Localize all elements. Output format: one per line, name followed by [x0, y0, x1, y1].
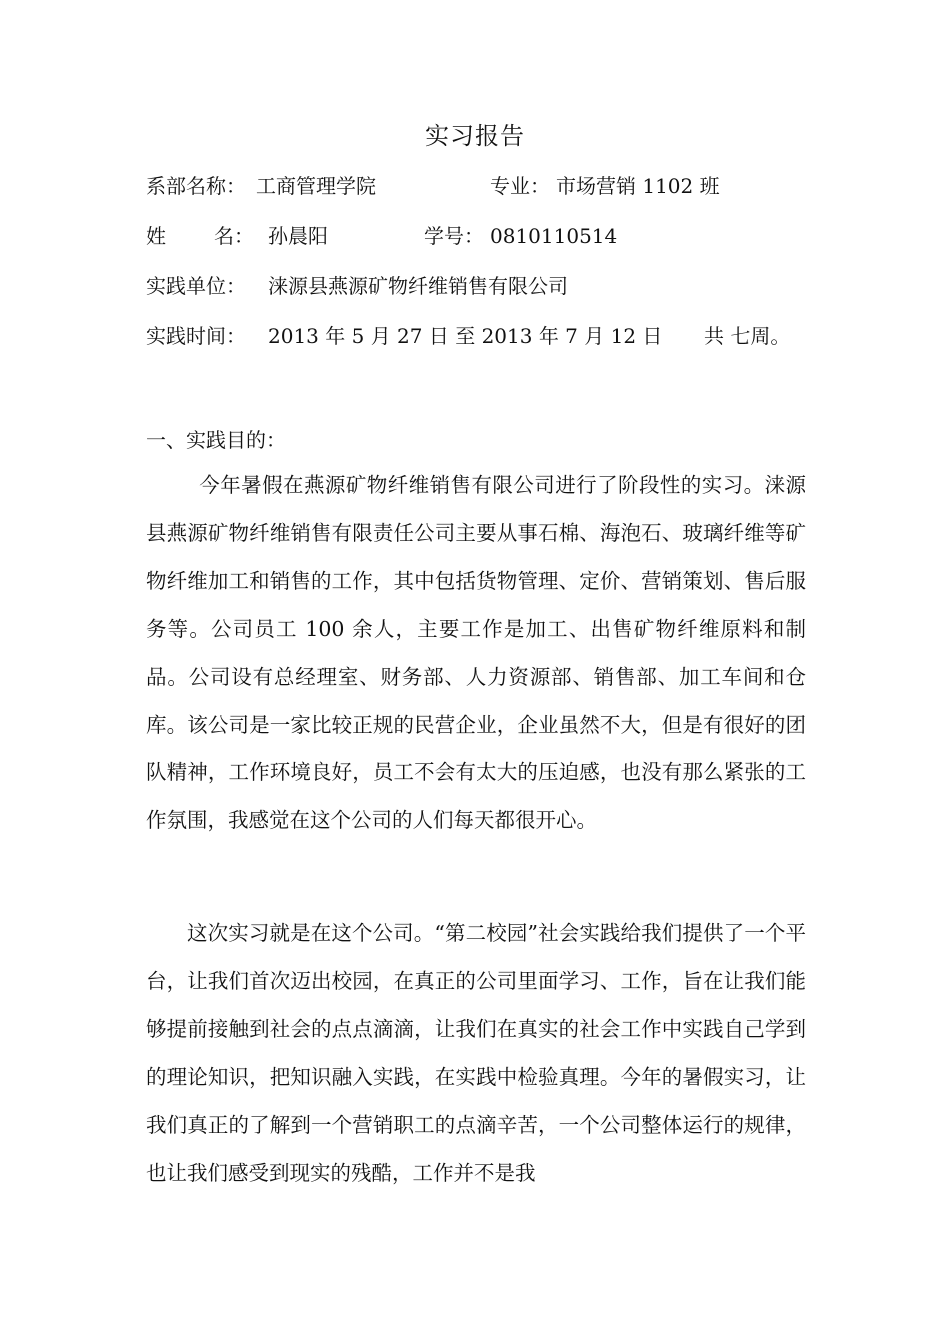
name-label-part-1: 姓	[146, 224, 166, 248]
paragraph-company-intro: 今年暑假在燕源矿物纤维销售有限公司进行了阶段性的实习。涞源县燕源矿物纤维销售有限责任公司主要从事石棉、海泡石、玻璃纤维等矿物纤维加工和销售的工作，其中包括货物管理、定价、营销策划、售后服务等。公司员工 100 余人，主要工作是加工、出售矿物纤维原料和制品。公司设有总经理室、财务部、人力资源部、销售部、加工车间和仓库。该公司是一家比较正规的民营企业，企业虽然不大，但是有很好的团队精神，工作环境良好，员工不会有太大的压迫感，也没有那么紧张的工作氛围，我感觉在这个公司的人们每天都很开心。	[146, 473, 806, 833]
unit-label: 实践单位：	[146, 274, 246, 298]
unit-value: 涞源县燕源矿物纤维销售有限公司	[268, 274, 568, 298]
department-label: 系部名称：	[146, 174, 246, 198]
name-value: 孙晨阳	[268, 224, 328, 248]
student-id-label: 学号：	[424, 224, 484, 248]
section-heading-purpose: 一、实践目的：	[146, 428, 286, 452]
time-label: 实践时间：	[146, 324, 246, 348]
department-value: 工商管理学院	[256, 174, 376, 198]
name-label-part-2: 名：	[214, 224, 254, 248]
student-id-value: 0810110514	[490, 224, 618, 248]
duration-value: 共 七周。	[704, 324, 791, 348]
time-value: 2013 年 5 月 27 日 至 2013 年 7 月 12 日	[268, 324, 663, 348]
major-label: 专业：	[490, 174, 550, 198]
paragraph-internship-purpose: 这次实习就是在这个公司。“第二校园”社会实践给我们提供了一个平台，让我们首次迈出校园，在真正的公司里面学习、工作，旨在让我们能够提前接触到社会的点点滴滴，让我们在真实的社会工作中实践自己学到的理论知识，把知识融入实践，在实践中检验真理。今年的暑假实习，让我们真正的了解到一个营销职工的点滴辛苦，一个公司整体运行的规律，也让我们感受到现实的残酷，工作并不是我	[146, 921, 806, 1185]
major-value: 市场营销 1102 班	[556, 174, 720, 198]
page-title: 实习报告	[425, 122, 525, 150]
